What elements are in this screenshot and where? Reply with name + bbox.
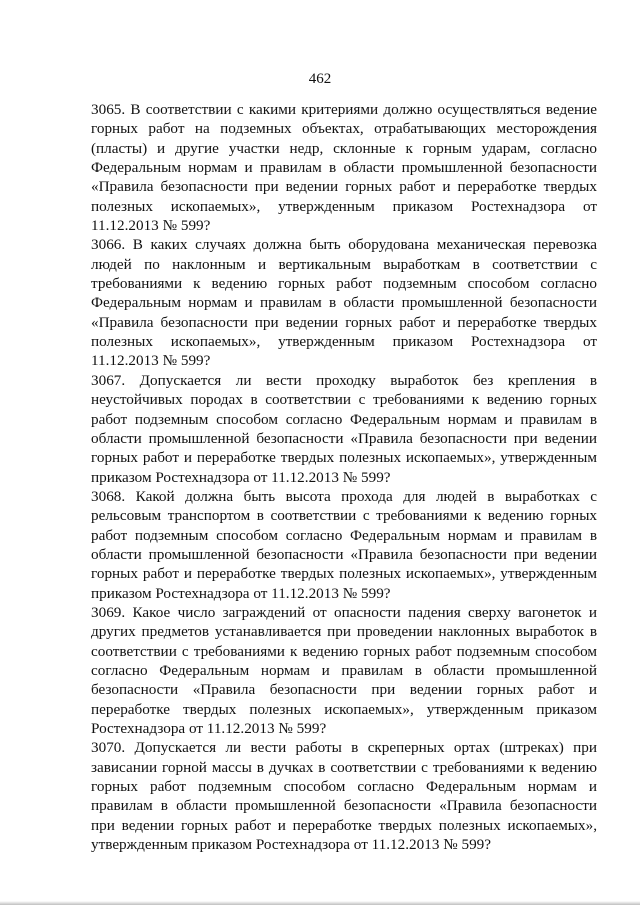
question-3069: 3069. Какое число заграждений от опасности падения сверху вагонеток и других предметов устанавливается при проведении наклонных выработок в соответствии с требованиями к ведению горных работ подземным способом согласно Федеральным нормам и правилам в области промышленной безопасности «Правила безопасности при ведении горных работ и переработке твердых полезных ископаемых», утвержденным приказом Ростехнадзора от 11.12.2013 № 599? [91, 603, 597, 737]
question-3067: 3067. Допускается ли вести проходку выработок без крепления в неустойчивых породах в соответствии с требованиями к ведению горных работ подземным способом согласно Федеральным нормам и правилам в области промышленной безопасности «Правила безопасности при ведении горных работ и переработке твердых полезных ископаемых», утвержденным приказом Ростехнадзора от 11.12.2013 № 599? [91, 371, 597, 486]
page-number: 462 [308, 71, 332, 87]
question-3070: 3070. Допускается ли вести работы в скреперных ортах (штреках) при зависании горной массы в дучках в соответствии с требованиями к ведению горных работ подземным способом согласно Федеральным нормам и правилам в области промышленной безопасности «Правила безопасности при ведении горных работ и переработке твердых полезных ископаемых», утвержденным приказом Ростехнадзора от 11.12.2013 № 599? [91, 739, 597, 854]
question-3068: 3068. Какой должна быть высота прохода для людей в выработках с рельсовым транспортом в соответствии с требованиями к ведению горных работ подземным способом согласно Федеральным нормам и правилам в области промышленной безопасности «Правила безопасности при ведении горных работ и переработке твердых полезных ископаемых», утвержденным приказом Ростехнадзора от 11.12.2013 № 599? [91, 487, 597, 602]
document-body [91, 100, 597, 854]
question-3065: 3065. В соответствии с какими критериями должно осуществляться ведение горных работ на подземных объектах, отрабатывающих месторождения (пласты) и другие участки недр, склонные к горным ударам, согласно Федеральным нормам и правилам в области промышленной безопасности «Правила безопасности при ведении горных работ и переработке твердых полезных ископаемых», утвержденным приказом Ростехнадзора от 11.12.2013 № 599? [91, 101, 597, 235]
question-3066: 3066. В каких случаях должна быть оборудована механическая перевозка людей по наклонным и вертикальным выработкам в соответствии с требованиями к ведению горных работ подземным способом согласно Федеральным нормам и правилам в области промышленной безопасности «Правила безопасности при ведении горных работ и переработке твердых полезных ископаемых», утвержденным приказом Ростехнадзора от 11.12.2013 № 599? [91, 236, 597, 370]
scan-bottom-edge [0, 901, 640, 905]
